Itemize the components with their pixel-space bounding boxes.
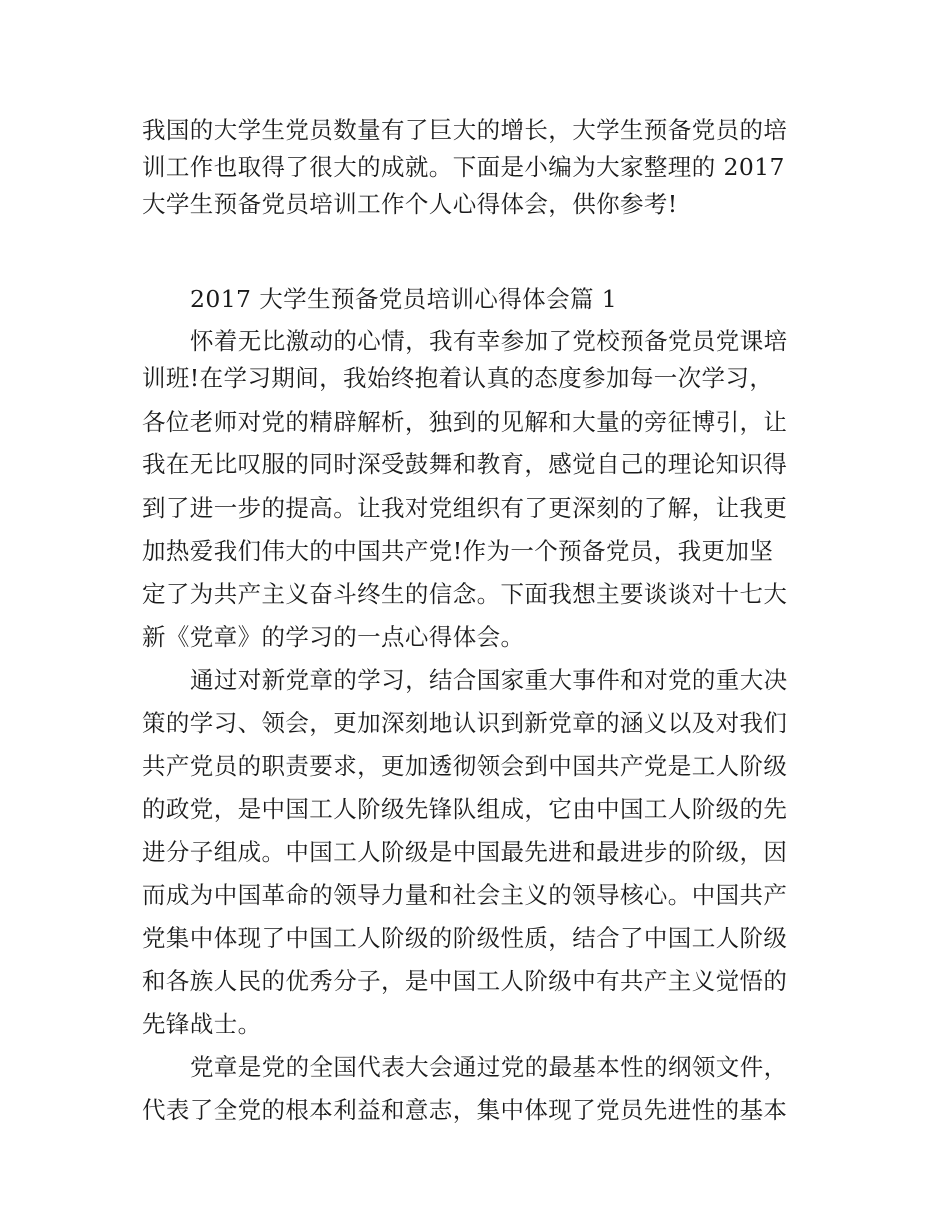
section-heading: 2017 大学生预备党员培训心得体会篇 1 — [190, 285, 618, 313]
paragraph-1-line-3: 各位老师对党的精辟解析，独到的见解和大量的旁征博引，让 — [142, 408, 788, 436]
intro-line-1: 我国的大学生党员数量有了巨大的增长，大学生预备党员的培 — [142, 116, 788, 144]
paragraph-2-line-4: 的政党，是中国工人阶级先锋队组成，它由中国工人阶级的先 — [142, 795, 788, 823]
paragraph-2-line-3: 共产党员的职责要求，更加透彻领会到中国共产党是工人阶级 — [142, 752, 788, 780]
paragraph-1-line-7: 定了为共产主义奋斗终生的信念。下面我想主要谈谈对十七大 — [142, 580, 788, 608]
paragraph-2-line-7: 党集中体现了中国工人阶级的阶级性质，结合了中国工人阶级 — [142, 924, 788, 952]
paragraph-1-line-6: 加热爱我们伟大的中国共产党!作为一个预备党员，我更加坚 — [142, 537, 774, 565]
paragraph-1-line-4: 我在无比叹服的同时深受鼓舞和教育，感觉自己的理论知识得 — [142, 450, 788, 478]
paragraph-2-line-1: 通过对新党章的学习，结合国家重大事件和对党的重大决 — [190, 666, 788, 694]
paragraph-2-line-5: 进分子组成。中国工人阶级是中国最先进和最进步的阶级，因 — [142, 838, 788, 866]
paragraph-1-line-8: 新《党章》的学习的一点心得体会。 — [142, 623, 525, 651]
paragraph-1-line-5: 到了进一步的提高。让我对党组织有了更深刻的了解，让我更 — [142, 494, 788, 522]
paragraph-3-line-1: 党章是党的全国代表大会通过党的最基本性的纲领文件， — [190, 1053, 788, 1081]
paragraph-2-line-8: 和各族人民的优秀分子，是中国工人阶级中有共产主义觉悟的 — [142, 967, 788, 995]
paragraph-2-line-6: 而成为中国革命的领导力量和社会主义的领导核心。中国共产 — [142, 881, 788, 909]
paragraph-1-line-2: 训班!在学习期间，我始终抱着认真的态度参加每一次学习， — [142, 364, 774, 392]
paragraph-2-line-9: 先锋战士。 — [142, 1010, 262, 1038]
paragraph-1-line-1: 怀着无比激动的心情，我有幸参加了党校预备党员党课培 — [190, 327, 788, 355]
paragraph-2-line-2: 策的学习、领会，更加深刻地认识到新党章的涵义以及对我们 — [142, 709, 788, 737]
intro-line-2: 训工作也取得了很大的成就。下面是小编为大家整理的 2017 — [142, 153, 785, 181]
intro-line-3: 大学生预备党员培训工作个人心得体会，供你参考! — [142, 190, 678, 218]
paragraph-3-line-2: 代表了全党的根本利益和意志，集中体现了党员先进性的基本 — [142, 1096, 788, 1124]
